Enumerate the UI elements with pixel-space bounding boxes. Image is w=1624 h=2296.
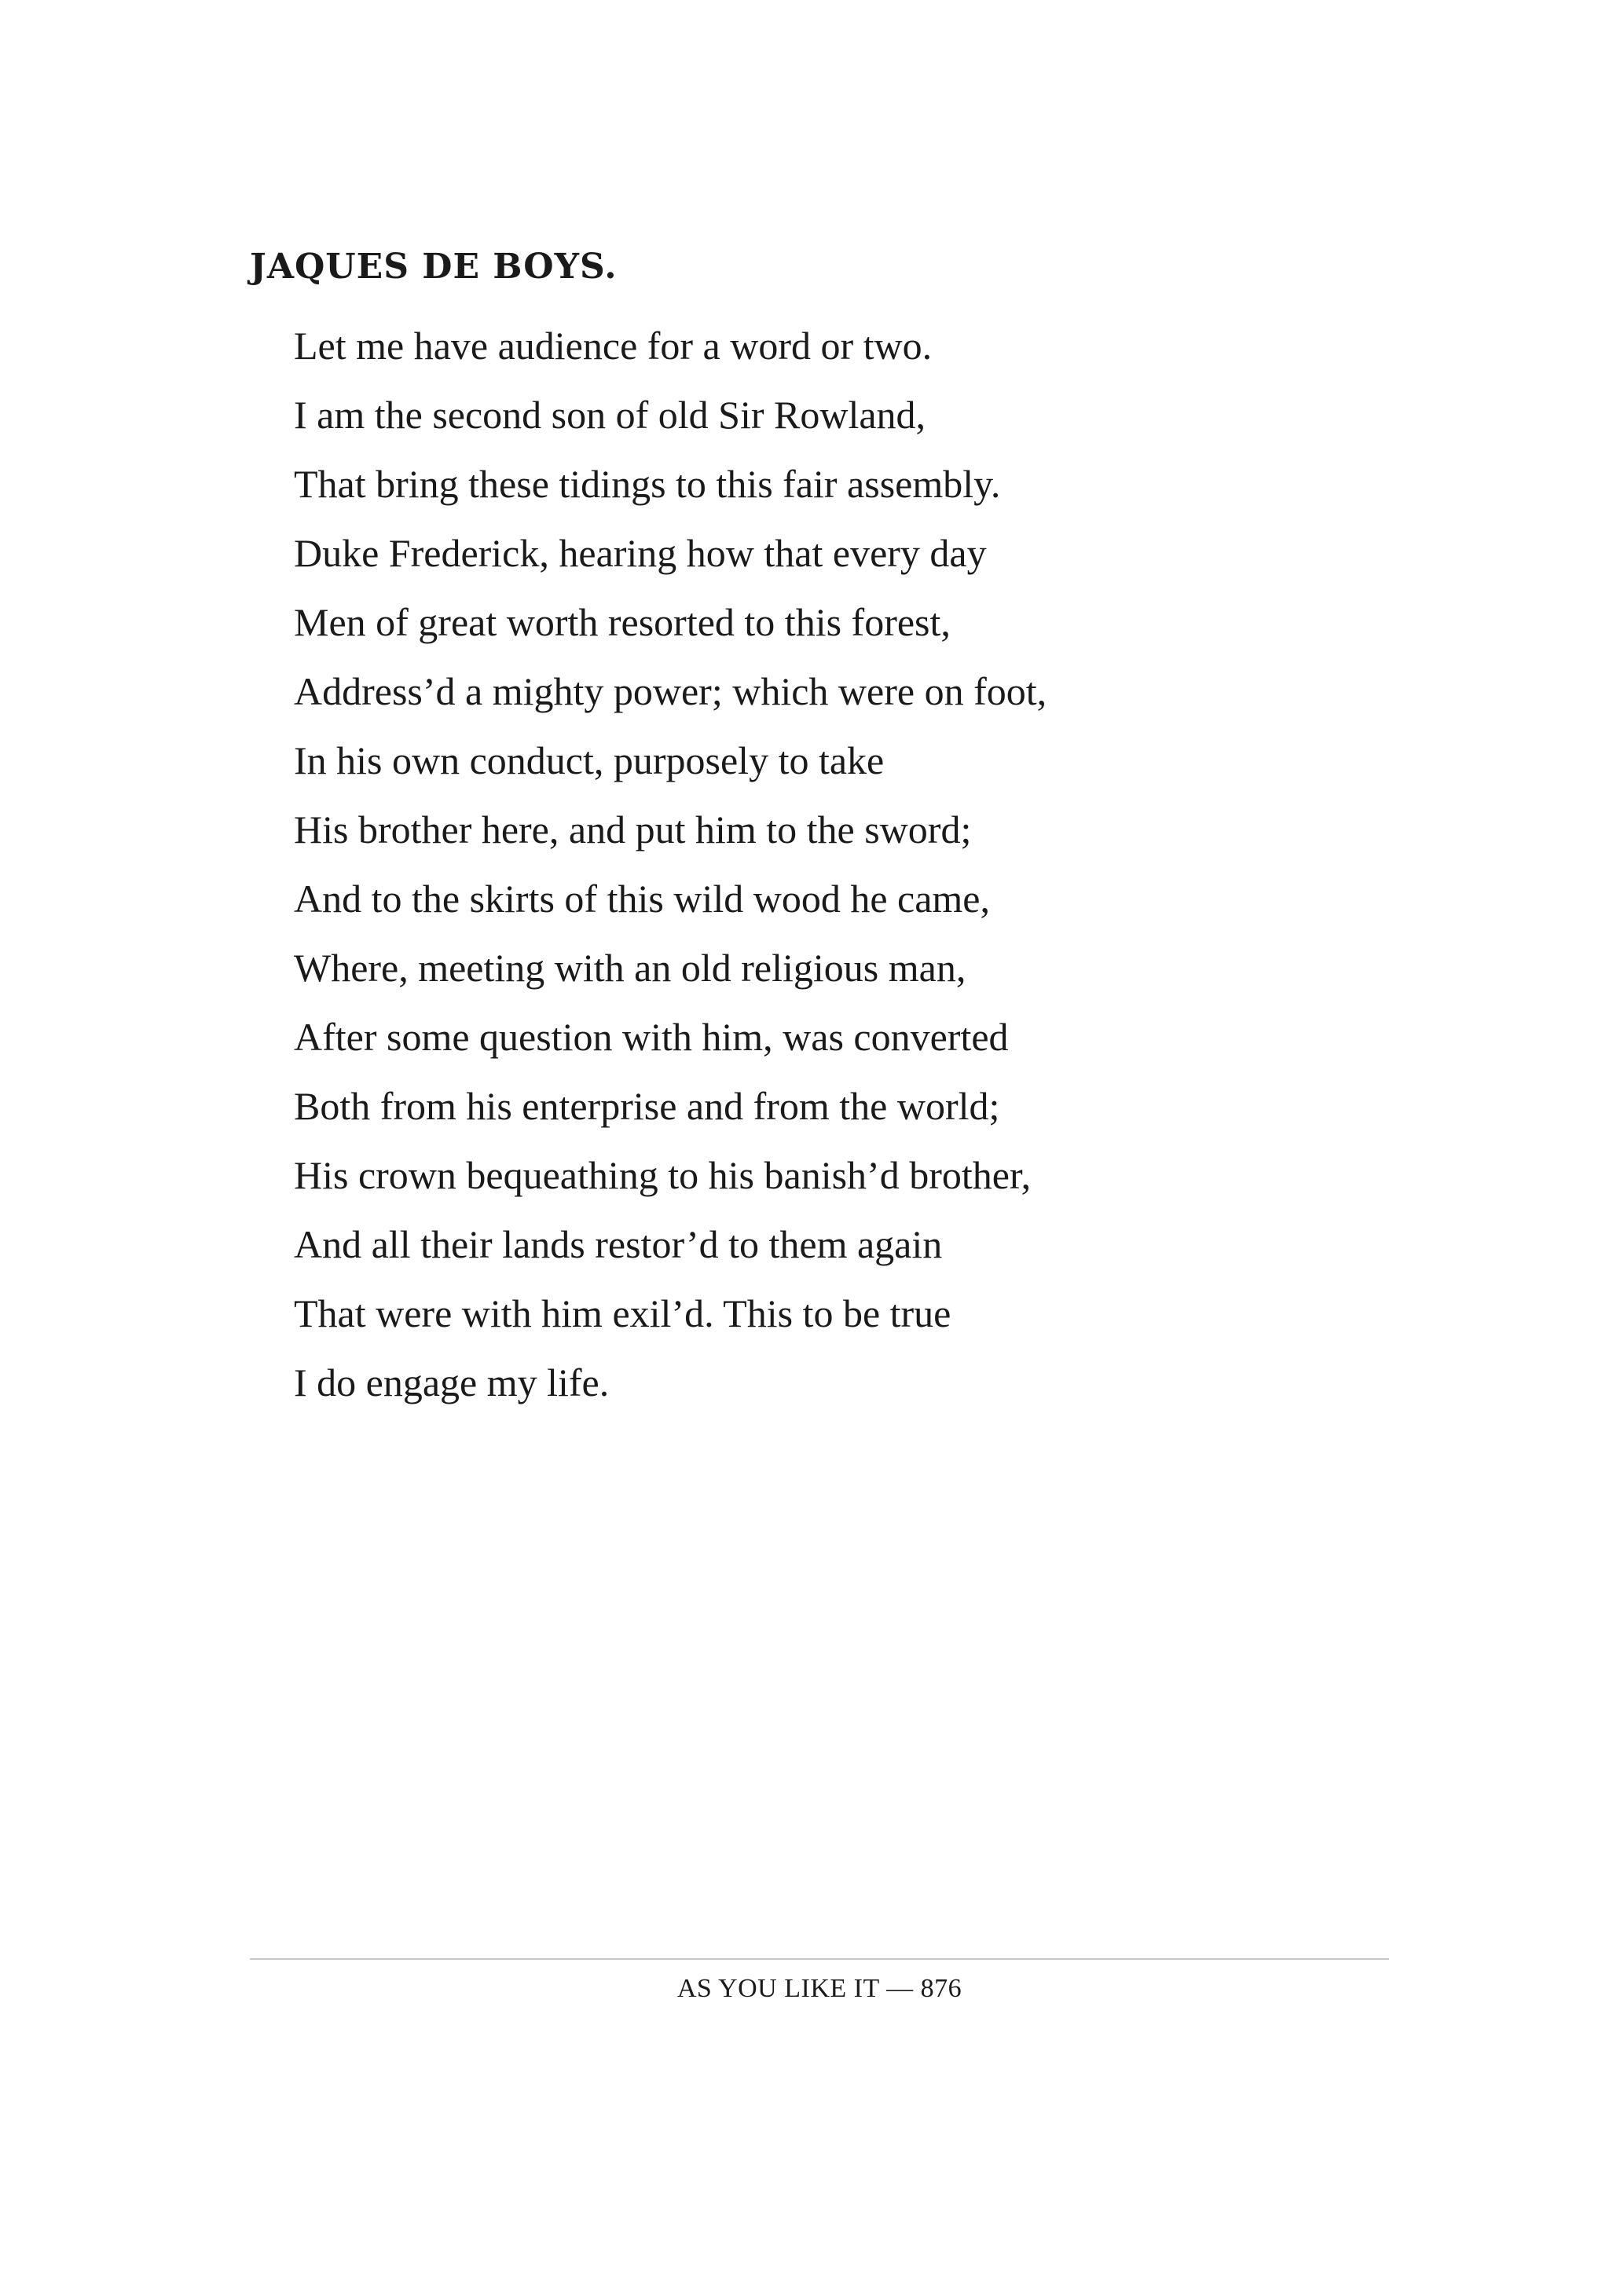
verse-line: Where, meeting with an old religious man,: [294, 946, 966, 990]
verse-line: I am the second son of old Sir Rowland,: [294, 393, 926, 437]
verse-line: Both from his enterprise and from the world;: [294, 1084, 1000, 1128]
verse-lines: [294, 311, 1047, 1417]
speaker-name: JAQUES DE BOYS.: [250, 247, 618, 287]
verse-line: In his own conduct, purposely to take: [294, 738, 885, 782]
verse-line: Address’d a mighty power; which were on foot,: [294, 669, 1047, 713]
verse-line: And to the skirts of this wild wood he came,: [294, 877, 990, 921]
footer-divider: [250, 1958, 1389, 1960]
verse-line: His crown bequeathing to his banish’d brother,: [294, 1153, 1032, 1197]
verse-line: Duke Frederick, hearing how that every day: [294, 531, 987, 575]
verse-line: His brother here, and put him to the sword;: [294, 807, 972, 851]
verse-line: After some question with him, was converted: [294, 1015, 1009, 1059]
verse-line: Men of great worth resorted to this forest,: [294, 600, 951, 644]
verse-line: And all their lands restor’d to them again: [294, 1222, 943, 1266]
verse-line: Let me have audience for a word or two.: [294, 324, 933, 368]
verse-line: I do engage my life.: [294, 1360, 610, 1404]
page-footer: AS YOU LIKE IT — 876: [676, 1974, 962, 2003]
verse-line: That bring these tidings to this fair assembly.: [294, 462, 1001, 506]
verse-line: That were with him exil’d. This to be true: [294, 1291, 951, 1335]
